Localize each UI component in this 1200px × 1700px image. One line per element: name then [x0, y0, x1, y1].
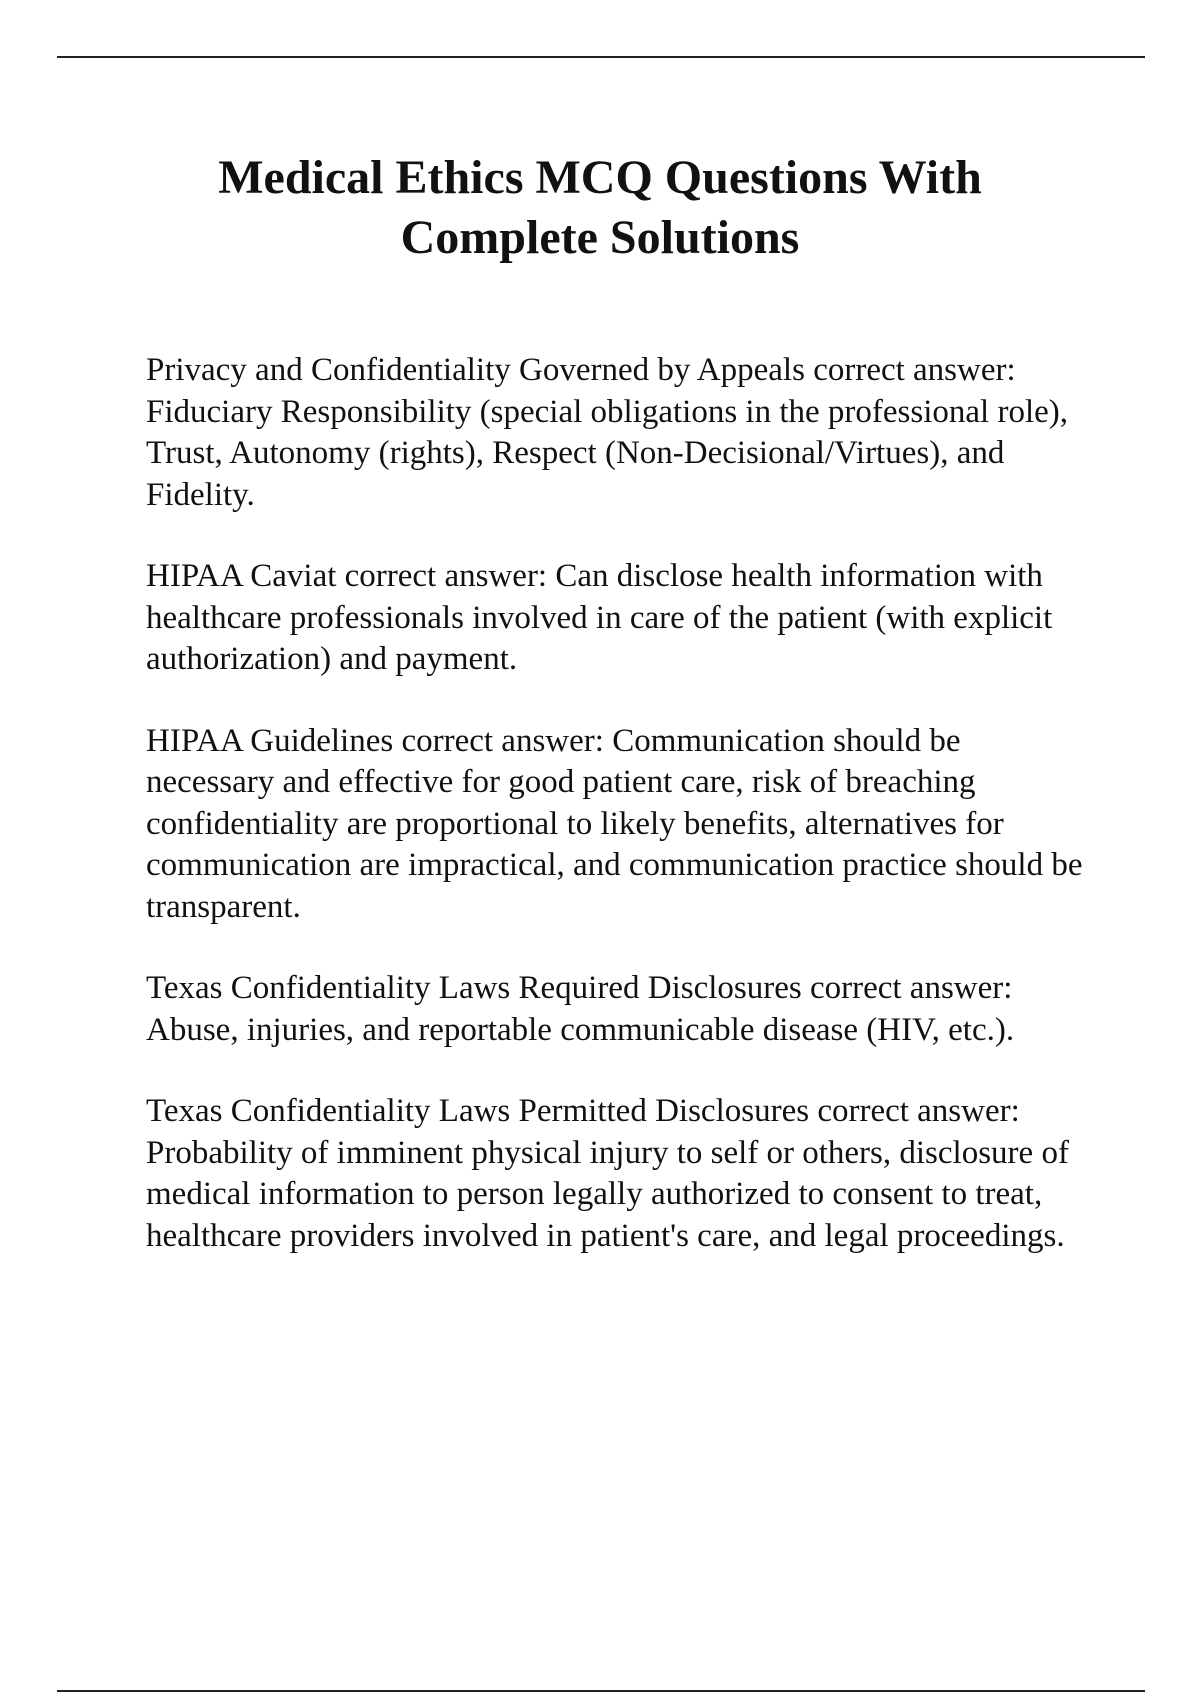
- bottom-rule: [57, 1690, 1145, 1692]
- answer-label: correct answer:: [813, 352, 1016, 388]
- title-line-2: Complete Solutions: [400, 211, 800, 264]
- answer-text: Communication should be necessary and effective for good patient care, risk of breaching confidentiality are proportional to likely benefits, alternatives for communication are impractical, and communication practice should be transparent.: [146, 722, 1091, 925]
- answer-text: Probability of imminent physical injury to self or others, disclosure of medical information to person legally authorized to consent to treat, healthcare providers involved in patient's care, and legal proceedings.: [146, 1134, 1078, 1254]
- qa-entry-2: [146, 556, 1096, 681]
- answer-label: correct answer:: [809, 970, 1013, 1006]
- answer-label: correct answer:: [817, 1093, 1020, 1129]
- answer-text: Abuse, injuries, and reportable communicable disease (HIV, etc.).: [146, 1011, 1015, 1048]
- qa-entry-4: [146, 968, 1096, 1051]
- question-text: Privacy and Confidentiality Governed by Appeals: [146, 352, 805, 388]
- question-text: HIPAA Caviat: [146, 558, 337, 594]
- answer-label: correct answer:: [344, 558, 548, 594]
- answer-label: correct answer:: [401, 722, 604, 759]
- answer-text: Can disclose health information with healthcare professionals involved in care of the patient (with explicit authorization) and payment.: [146, 558, 1061, 677]
- question-text: Texas Confidentiality Laws Required Disclosures: [146, 970, 802, 1006]
- title-line-1: Medical Ethics MCQ Questions With: [218, 151, 982, 204]
- answer-text: Fiduciary Responsibility (special obligations in the professional role), Trust, Autonomy (rights), Respect (Non-Decisional/Virtues), and Fidelity.: [146, 393, 1076, 513]
- qa-list: [146, 350, 1096, 1297]
- question-text: Texas Confidentiality Laws Permitted Disclosures: [146, 1093, 810, 1129]
- qa-entry-1: [146, 350, 1096, 516]
- top-rule: [57, 56, 1145, 58]
- page-title: [100, 148, 1100, 268]
- qa-entry-3: [146, 721, 1096, 929]
- question-text: HIPAA Guidelines: [146, 722, 394, 759]
- qa-entry-5: [146, 1091, 1096, 1257]
